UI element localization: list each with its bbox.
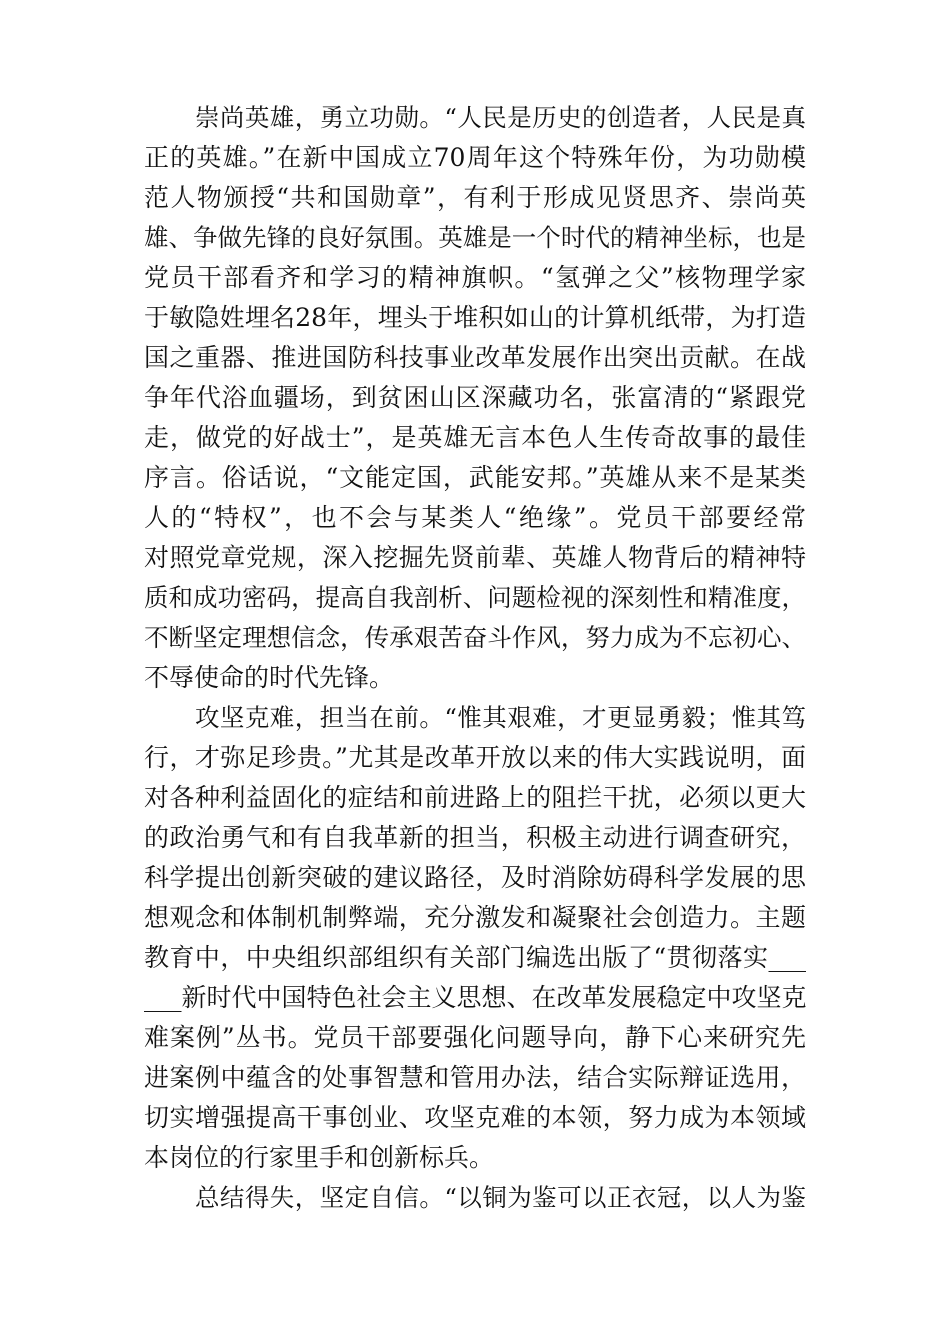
paragraph-1-line-11: 人的“特权”，也不会与某类人“绝缘”。党员干部要经常 (144, 503, 806, 532)
paragraph-1-line-6: 于敏隐姓埋名28年，埋头于堆积如山的计算机纸带，为打造 (144, 303, 806, 332)
paragraph-1-line-9: 走，做党的好战士”，是英雄无言本色人生传奇故事的最佳 (144, 423, 806, 452)
paragraph-1-line-8: 争年代浴血疆场，到贫困山区深藏功名，张富清的“紧跟党 (144, 383, 806, 412)
paragraph-2-line-7: 教育中，中央组织部组织有关部门编选出版了“贯彻落实___ (144, 943, 806, 972)
paragraph-1-line-3: 范人物颁授“共和国勋章”，有利于形成见贤思齐、崇尚英 (144, 183, 806, 212)
paragraph-1-line-13: 质和成功密码，提高自我剖析、问题检视的深刻性和精准度， (144, 583, 806, 612)
paragraph-2-line-11: 切实增强提高干事创业、攻坚克难的本领，努力成为本领域 (144, 1103, 806, 1132)
paragraph-1-line-5: 党员干部看齐和学习的精神旗帜。“氢弹之父”核物理学家 (144, 263, 806, 292)
paragraph-1-line-14: 不断坚定理想信念，传承艰苦奋斗作风，努力成为不忘初心、 (144, 623, 806, 652)
paragraph-2-line-6: 想观念和体制机制弊端，充分激发和凝聚社会创造力。主题 (144, 903, 806, 932)
paragraph-2-line-1: 攻坚克难，担当在前。“惟其艰难，才更显勇毅；惟其笃 (195, 703, 806, 732)
paragraph-1-line-2: 正的英雄。”在新中国成立70周年这个特殊年份，为功勋模 (144, 143, 806, 172)
paragraph-2-line-8: ___新时代中国特色社会主义思想、在改革发展稳定中攻坚克 (144, 983, 807, 1012)
paragraph-2-line-3: 对各种利益固化的症结和前进路上的阻拦干扰，必须以更大 (144, 783, 806, 812)
paragraph-1-line-10: 序言。俗话说，“文能定国，武能安邦。”英雄从来不是某类 (144, 463, 806, 492)
paragraph-1-line-15: 不辱使命的时代先锋。 (144, 663, 395, 692)
paragraph-2-line-12: 本岗位的行家里手和创新标兵。 (144, 1143, 495, 1172)
paragraph-2-line-5: 科学提出创新突破的建议路径，及时消除妨碍科学发展的思 (144, 863, 806, 892)
paragraph-1-line-12: 对照党章党规，深入挖掘先贤前辈、英雄人物背后的精神特 (144, 543, 806, 572)
paragraph-2-line-9: 难案例”丛书。党员干部要强化问题导向，静下心来研究先 (144, 1023, 806, 1052)
paragraph-2-line-2: 行，才弥足珍贵。”尤其是改革开放以来的伟大实践说明，面 (144, 743, 806, 772)
paragraph-2-line-4: 的政治勇气和有自我革新的担当，积极主动进行调查研究， (144, 823, 806, 852)
paragraph-1-line-4: 雄、争做先锋的良好氛围。英雄是一个时代的精神坐标，也是 (144, 223, 806, 252)
paragraph-1-line-1: 崇尚英雄，勇立功勋。“人民是历史的创造者，人民是真 (195, 103, 806, 132)
paragraph-1-line-7: 国之重器、推进国防科技事业改革发展作出突出贡献。在战 (144, 343, 806, 372)
paragraph-3-line-1: 总结得失，坚定自信。“以铜为鉴可以正衣冠，以人为鉴 (195, 1183, 806, 1212)
paragraph-2-line-10: 进案例中蕴含的处事智慧和管用办法，结合实际辩证选用， (144, 1063, 806, 1092)
